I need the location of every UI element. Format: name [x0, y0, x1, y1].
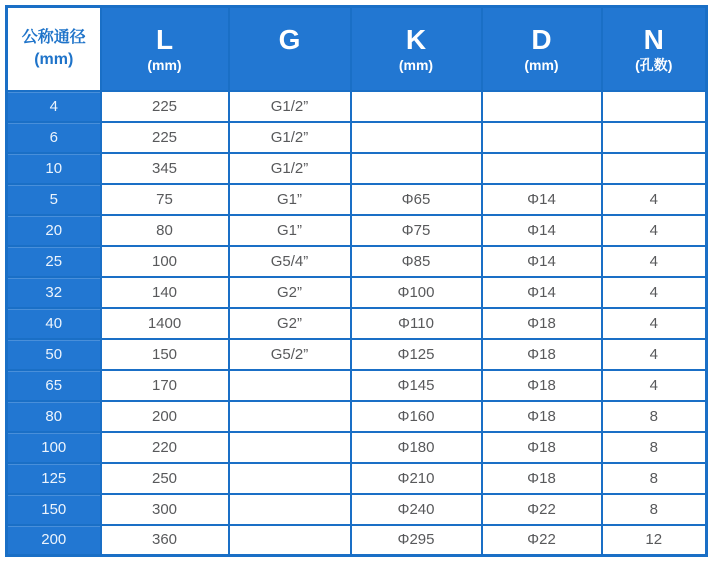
- cell-N: [602, 122, 707, 153]
- header-col-G: [229, 7, 351, 91]
- cell-nominal-diameter: 10: [7, 153, 101, 184]
- cell-D: Φ14: [482, 277, 602, 308]
- cell-N: 4: [602, 246, 707, 277]
- cell-G: G1”: [229, 215, 351, 246]
- cell-K: Φ100: [351, 277, 482, 308]
- cell-G: G2”: [229, 277, 351, 308]
- cell-L: 220: [101, 432, 229, 463]
- table-row: [7, 463, 707, 494]
- cell-D: Φ14: [482, 215, 602, 246]
- cell-K: Φ145: [351, 370, 482, 401]
- cell-G: [229, 370, 351, 401]
- cell-nominal-diameter: 32: [7, 277, 101, 308]
- header-row: [7, 7, 707, 91]
- cell-N: [602, 91, 707, 122]
- cell-D: Φ14: [482, 246, 602, 277]
- cell-L: 1400: [101, 308, 229, 339]
- cell-N: 12: [602, 525, 707, 556]
- table-row: [7, 401, 707, 432]
- cell-D: Φ18: [482, 432, 602, 463]
- cell-L: 360: [101, 525, 229, 556]
- header-N-label: N: [643, 24, 664, 55]
- cell-K: Φ125: [351, 339, 482, 370]
- cell-K: Φ110: [351, 308, 482, 339]
- spec-table-container: [5, 5, 705, 557]
- cell-N: 8: [602, 463, 707, 494]
- cell-N: 4: [602, 339, 707, 370]
- cell-L: 75: [101, 184, 229, 215]
- cell-nominal-diameter: 40: [7, 308, 101, 339]
- cell-D: [482, 153, 602, 184]
- header-K-label: K: [405, 24, 427, 55]
- cell-N: 4: [602, 184, 707, 215]
- table-row: [7, 370, 707, 401]
- table-row: [7, 277, 707, 308]
- header-col-N: [602, 7, 707, 91]
- cell-G: G1/2”: [229, 91, 351, 122]
- cell-L: 250: [101, 463, 229, 494]
- header-N-unit: (孔数): [635, 57, 673, 73]
- cell-N: 4: [602, 215, 707, 246]
- header-col-D: [482, 7, 602, 91]
- cell-G: [229, 525, 351, 556]
- table-row: [7, 122, 707, 153]
- header-L-unit: (mm): [147, 57, 182, 73]
- cell-D: Φ14: [482, 184, 602, 215]
- table-row: [7, 339, 707, 370]
- cell-D: Φ22: [482, 494, 602, 525]
- cell-nominal-diameter: 100: [7, 432, 101, 463]
- cell-K: Φ180: [351, 432, 482, 463]
- cell-nominal-diameter: 20: [7, 215, 101, 246]
- table-row: [7, 215, 707, 246]
- cell-K: Φ160: [351, 401, 482, 432]
- cell-D: Φ18: [482, 401, 602, 432]
- cell-L: 140: [101, 277, 229, 308]
- cell-nominal-diameter: 4: [7, 91, 101, 122]
- header-K-unit: (mm): [398, 57, 434, 73]
- header-L-label: L: [155, 24, 174, 55]
- cell-K: Φ295: [351, 525, 482, 556]
- cell-G: G1/2”: [229, 122, 351, 153]
- cell-L: 225: [101, 91, 229, 122]
- header-col-K: [351, 7, 482, 91]
- cell-N: [602, 153, 707, 184]
- cell-nominal-diameter: 6: [7, 122, 101, 153]
- cell-N: 8: [602, 401, 707, 432]
- cell-K: [351, 153, 482, 184]
- cell-K: [351, 122, 482, 153]
- cell-nominal-diameter: 5: [7, 184, 101, 215]
- header-nominal-diameter: [7, 7, 101, 91]
- cell-N: 4: [602, 308, 707, 339]
- header-D-label: D: [531, 24, 552, 55]
- cell-nominal-diameter: 50: [7, 339, 101, 370]
- cell-L: 200: [101, 401, 229, 432]
- cell-N: 4: [602, 370, 707, 401]
- cell-D: [482, 122, 602, 153]
- cell-G: G2”: [229, 308, 351, 339]
- cell-D: Φ22: [482, 525, 602, 556]
- header-D-unit: (mm): [524, 57, 559, 73]
- cell-D: Φ18: [482, 339, 602, 370]
- cell-D: [482, 91, 602, 122]
- cell-D: Φ18: [482, 463, 602, 494]
- cell-nominal-diameter: 125: [7, 463, 101, 494]
- cell-G: G5/2”: [229, 339, 351, 370]
- cell-G: [229, 432, 351, 463]
- cell-L: 225: [101, 122, 229, 153]
- table-row: [7, 184, 707, 215]
- cell-K: Φ210: [351, 463, 482, 494]
- cell-nominal-diameter: 25: [7, 246, 101, 277]
- cell-G: G1/2”: [229, 153, 351, 184]
- cell-nominal-diameter: 200: [7, 525, 101, 556]
- cell-K: [351, 91, 482, 122]
- cell-L: 80: [101, 215, 229, 246]
- table-row: [7, 432, 707, 463]
- cell-G: G1”: [229, 184, 351, 215]
- cell-G: [229, 494, 351, 525]
- cell-K: Φ75: [351, 215, 482, 246]
- cell-L: 100: [101, 246, 229, 277]
- cell-L: 150: [101, 339, 229, 370]
- cell-G: [229, 401, 351, 432]
- table-row: [7, 153, 707, 184]
- cell-G: G5/4”: [229, 246, 351, 277]
- cell-N: 8: [602, 432, 707, 463]
- cell-nominal-diameter: 65: [7, 370, 101, 401]
- cell-N: 4: [602, 277, 707, 308]
- header-nominal-line2: (mm): [34, 50, 74, 68]
- cell-L: 300: [101, 494, 229, 525]
- table-row: [7, 494, 707, 525]
- cell-K: Φ85: [351, 246, 482, 277]
- cell-L: 345: [101, 153, 229, 184]
- table-row: [7, 308, 707, 339]
- table-row: [7, 91, 707, 122]
- header-G-label: G: [278, 24, 301, 55]
- cell-D: Φ18: [482, 370, 602, 401]
- dimension-spec-table: [5, 5, 708, 557]
- cell-D: Φ18: [482, 308, 602, 339]
- table-row: [7, 525, 707, 556]
- header-col-L: [101, 7, 229, 91]
- cell-L: 170: [101, 370, 229, 401]
- cell-G: [229, 463, 351, 494]
- cell-K: Φ240: [351, 494, 482, 525]
- table-row: [7, 246, 707, 277]
- cell-K: Φ65: [351, 184, 482, 215]
- header-nominal-line1: 公称通径: [21, 28, 86, 46]
- cell-N: 8: [602, 494, 707, 525]
- cell-nominal-diameter: 150: [7, 494, 101, 525]
- cell-nominal-diameter: 80: [7, 401, 101, 432]
